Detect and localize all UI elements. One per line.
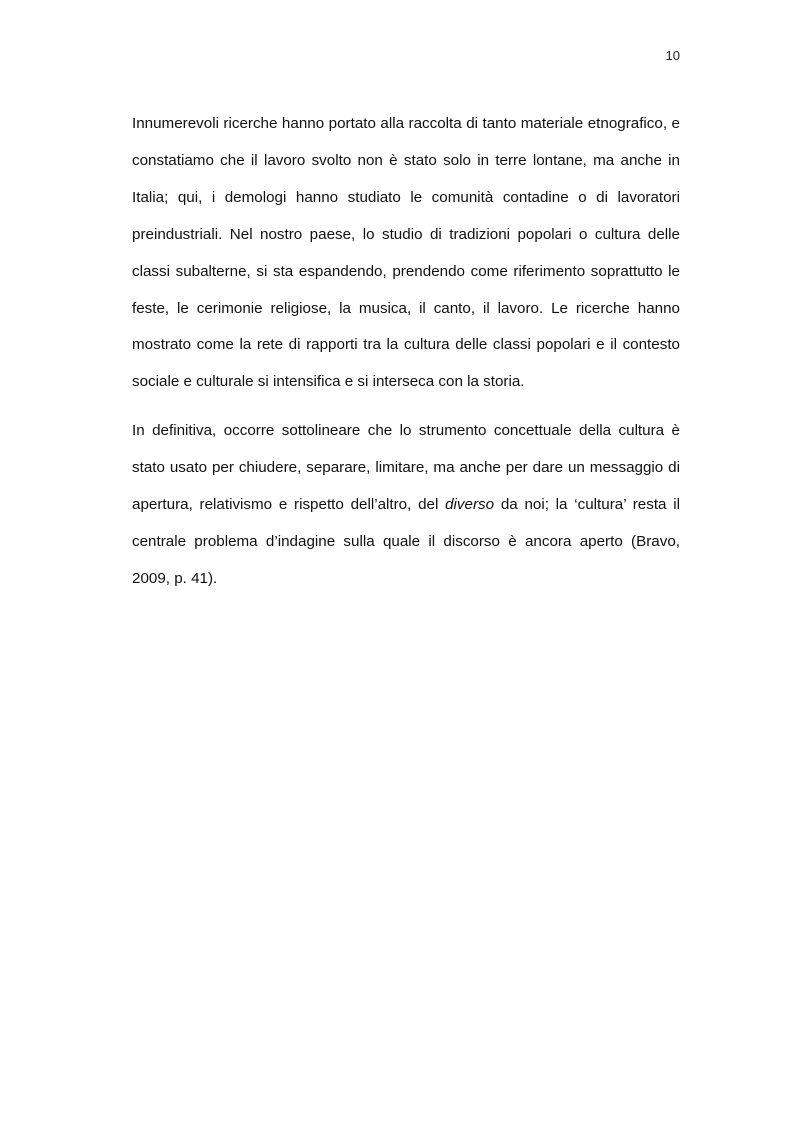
paragraph-2 (132, 413, 680, 598)
paragraph-1: Innumerevoli ricerche hanno portato alla raccolta di tanto materiale etnografico, e constatiamo che il lavoro svolto non è stato solo in terre lontane, ma anche in Italia; qui, i demologi hanno studiato le comunità contadine o di lavoratori preindustriali. Nel nostro paese, lo studio di tradizioni popolari o cultura delle classi subalterne, si sta espandendo, prendendo come riferimento soprattutto le feste, le cerimonie religiose, la musica, il canto, il lavoro. Le ricerche hanno mostrato come la rete di rapporti tra la cultura delle classi popolari e il contesto sociale e culturale si intensifica e si interseca con la storia. (132, 115, 680, 391)
page-number: 10 (665, 48, 680, 63)
paragraph-2-text-end: da noi; la ‘cultura’ resta il centrale problema d’indagine sulla quale il discorso è ancora aperto (Bravo, 2009, p. 41). (132, 496, 680, 587)
body-text (132, 106, 680, 598)
paragraph-2-italic-word: diverso (445, 496, 495, 514)
paragraph-2-text-start: In definitiva, occorre sottolineare che lo strumento concettuale della cultura è stato usato per chiudere, separare, limitare, ma anche per dare un messaggio di apertura, relativismo e rispetto dell’altro, del (132, 422, 680, 514)
